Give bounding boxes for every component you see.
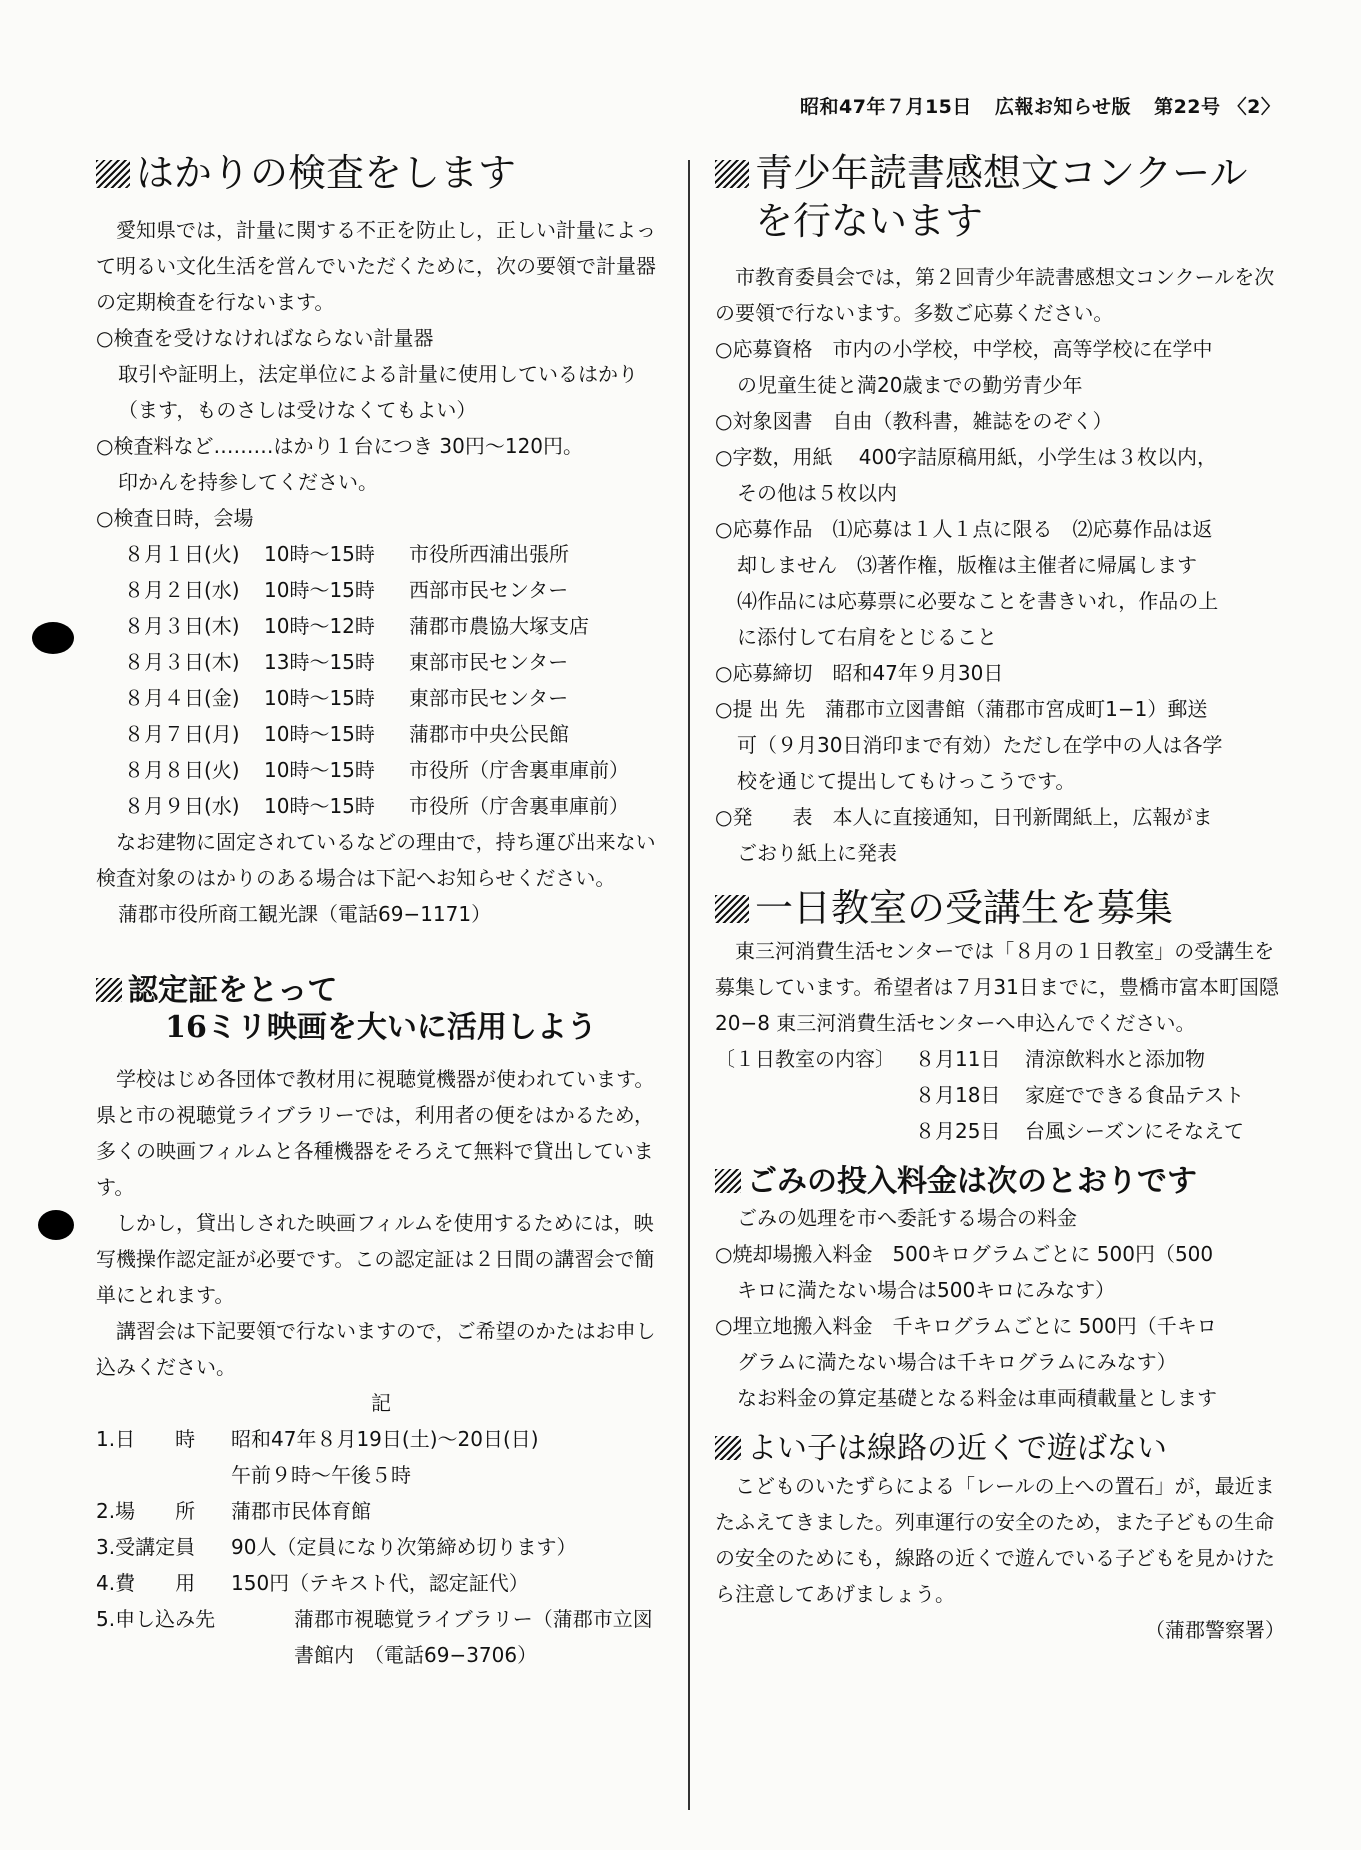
- detail-row: 午前９時〜午後５時: [231, 1462, 411, 1487]
- column-divider: [688, 160, 690, 1810]
- lecture-details: [96, 1421, 666, 1601]
- schedule-row: ８月９日(水) 10時〜15時 市役所（庁舎裏車庫前）: [124, 793, 629, 818]
- hatch-icon: [96, 978, 122, 1002]
- item-line: ○発 表 本人に直接通知，日刊新聞紙上，広報がま: [715, 805, 1213, 829]
- item-heading: ○検査日時，会場: [96, 505, 254, 530]
- article-paragraph: 講習会は下記要領で行ないますので，ご希望のかたはお申し込みください。: [96, 1318, 656, 1379]
- class-row: ８月18日 家庭でできる食品テスト: [915, 1082, 1245, 1107]
- article-title: はかりの検査をします: [96, 150, 666, 198]
- hole-punch-mark: [32, 622, 74, 654]
- item-line: ○提 出 先 蒲郡市立図書館（蒲郡市宮成町1−1）郵送: [715, 697, 1208, 721]
- garbage-fee-article: [715, 1163, 1285, 1417]
- one-day-class-article: [715, 885, 1285, 1149]
- hole-punch-mark: [38, 1210, 74, 1240]
- header-edition: 広報お知らせ版: [995, 96, 1131, 118]
- hatch-icon: [96, 160, 130, 188]
- detail-row: 3.受講定員 90人（定員になり次第締め切ります）: [96, 1534, 577, 1559]
- schedule-row: ８月３日(木) 13時〜15時 東部市民センター: [124, 649, 569, 674]
- article-title: ごみの投入料金は次のとおりです: [715, 1163, 1285, 1201]
- apply-details: [96, 1601, 666, 1673]
- item-line: グラムに満たない場合は千キログラムにみなす）: [737, 1350, 1177, 1374]
- item-heading: ○検査を受けなければならない計量器: [96, 325, 434, 350]
- film-license-article: [96, 972, 666, 1673]
- article-intro: 東三河消費生活センターでは「８月の１日教室」の受講生を募集しています。希望者は７月31日までに，豊橋市富本町国隠20−8 東三河消費生活センターへ申込んでください。: [715, 938, 1279, 1035]
- article-body: こどものいたずらによる「レールの上への置石」が，最近またふえてきました。列車運行の安全のため，また子どもの生命の安全のためにも，線路の近くで遊んでいる子どもを見かけたら注意してあげましょう。: [715, 1473, 1275, 1606]
- class-label: 〔１日教室の内容〕: [715, 1046, 895, 1071]
- class-row: ８月25日 台風シーズンにそなえて: [915, 1118, 1244, 1143]
- item-line: ○埋立地搬入料金 千キログラムごとに 500円（千キロ: [715, 1314, 1217, 1338]
- hatch-icon: [715, 895, 749, 923]
- item-line: その他は５枚以内: [737, 481, 897, 505]
- article-paragraph: 学校はじめ各団体で教材用に視聴覚機器が使われています。県と市の視聴覚ライブラリーでは，利用者の便をはかるため，多くの映画フィルムと各種機器をそろえて無料で貸出しています。: [96, 1066, 655, 1199]
- detail-row: 4.費 用 150円（テキスト代，認定証代）: [96, 1570, 529, 1595]
- left-column: [96, 150, 666, 1673]
- detail-row: 書館内 （電話69−3706）: [294, 1642, 538, 1667]
- scale-inspection-article: [96, 150, 666, 932]
- schedule-row: ８月８日(火) 10時〜15時 市役所（庁舎裏車庫前）: [124, 757, 629, 782]
- item-line: ごおり紙上に発表: [737, 841, 897, 865]
- article-note: なお建物に固定されているなどの理由で，持ち運び出来ない検査対象のはかりのある場合は下記へお知らせください。: [96, 829, 656, 890]
- hatch-icon: [715, 160, 749, 188]
- item-line: ○焼却場搬入料金 500キログラムごとに 500円（500: [715, 1242, 1214, 1266]
- item-line: ⑷作品には応募票に必要なことを書きいれ，作品の上: [737, 589, 1219, 613]
- schedule-row: ８月１日(火) 10時〜15時 市役所西浦出張所: [124, 541, 569, 566]
- signature: （蒲郡警察署）: [1145, 1617, 1285, 1642]
- article-lead: ごみの処理を市へ委託する場合の料金: [737, 1206, 1077, 1230]
- header-date: 昭和47年７月15日: [800, 96, 972, 118]
- article-intro: 愛知県では，計量に関する不正を防止し，正しい計量によって明るい文化生活を営んでいただくために，次の要領で計量器の定期検査を行ないます。: [96, 217, 656, 314]
- article-title: 認定証をとって: [96, 972, 666, 1010]
- item-body: 取引や証明上，法定単位による計量に使用しているはかり（ます，ものさしは受けなくてもよい）: [118, 361, 638, 422]
- essay-contest-article: [715, 150, 1285, 871]
- item-line: の児童生徒と満20歳までの勤労青少年: [737, 373, 1083, 397]
- item-line: 却しません ⑶著作権，版権は主催者に帰属します: [737, 553, 1197, 577]
- contact-info: 蒲郡市役所商工観光課（電話69−1171）: [118, 901, 492, 926]
- item-line: ○対象図書 自由（教科書，雑誌をのぞく）: [715, 409, 1113, 433]
- article-title: よい子は線路の近くで遊ばない: [715, 1430, 1285, 1468]
- article-intro: 市教育委員会では，第２回青少年読書感想文コンクールを次の要領で行ないます。多数ご応募ください。: [715, 265, 1275, 325]
- hatch-icon: [715, 1169, 741, 1193]
- railway-safety-article: [715, 1430, 1285, 1648]
- article-subtitle: 16ミリ映画を大いに活用しよう: [165, 1010, 597, 1045]
- header-issue: 第22号 〈2〉: [1154, 96, 1281, 118]
- item-line: ○応募締切 昭和47年９月30日: [715, 661, 1004, 685]
- detail-row: 1.日 時 昭和47年８月19日(土)〜20日(日): [96, 1426, 539, 1451]
- article-title: 青少年読書感想文コンクール: [715, 150, 1285, 198]
- schedule-row: ８月７日(月) 10時〜15時 蒲郡市中央公民館: [124, 721, 569, 746]
- hatch-icon: [715, 1436, 741, 1460]
- class-row: 〔１日教室の内容〕 ８月11日 清涼飲料水と添加物: [715, 1041, 1285, 1077]
- schedule-row: ８月４日(金) 10時〜15時 東部市民センター: [124, 685, 569, 710]
- schedule-row: ８月３日(木) 10時〜12時 蒲郡市農協大塚支店: [124, 613, 589, 638]
- ki-mark: 記: [371, 1390, 391, 1415]
- article-title: 一日教室の受講生を募集: [715, 885, 1285, 933]
- page-header: [800, 92, 1281, 119]
- item-line: ○応募作品 ⑴応募は１人１点に限る ⑵応募作品は返: [715, 517, 1213, 541]
- item-heading: ○検査料など………はかり１台につき 30円〜120円。: [96, 433, 584, 458]
- detail-row: 2.場 所 蒲郡市民体育館: [96, 1498, 371, 1523]
- item-line: なお料金の算定基礎となる料金は車両積載量とします: [737, 1386, 1217, 1410]
- item-body: 印かんを持参してください。: [118, 469, 378, 494]
- item-line: に添付して右肩をとじること: [737, 625, 997, 649]
- right-column: [715, 150, 1285, 1648]
- detail-row: 5.申し込み先 蒲郡市視聴覚ライブラリー（蒲郡市立図: [96, 1606, 653, 1631]
- item-line: キロに満たない場合は500キロにみなす）: [737, 1278, 1116, 1302]
- schedule-row: ８月２日(水) 10時〜15時 西部市民センター: [124, 577, 569, 602]
- article-title-cont: を行ないます: [755, 198, 984, 243]
- item-line: 校を通じて提出してもけっこうです。: [737, 769, 1076, 793]
- article-paragraph: しかし，貸出しされた映画フィルムを使用するためには，映写機操作認定証が必要です。この認定証は２日間の講習会で簡単にとれます。: [96, 1210, 655, 1307]
- item-line: ○応募資格 市内の小学校，中学校，高等学校に在学中: [715, 337, 1213, 361]
- schedule-list: [96, 536, 666, 824]
- item-line: 可（９月30日消印まで有効）ただし在学中の人は各学: [737, 733, 1223, 757]
- item-line: ○字数，用紙 400字詰原稿用紙，小学生は３枚以内，: [715, 445, 1217, 469]
